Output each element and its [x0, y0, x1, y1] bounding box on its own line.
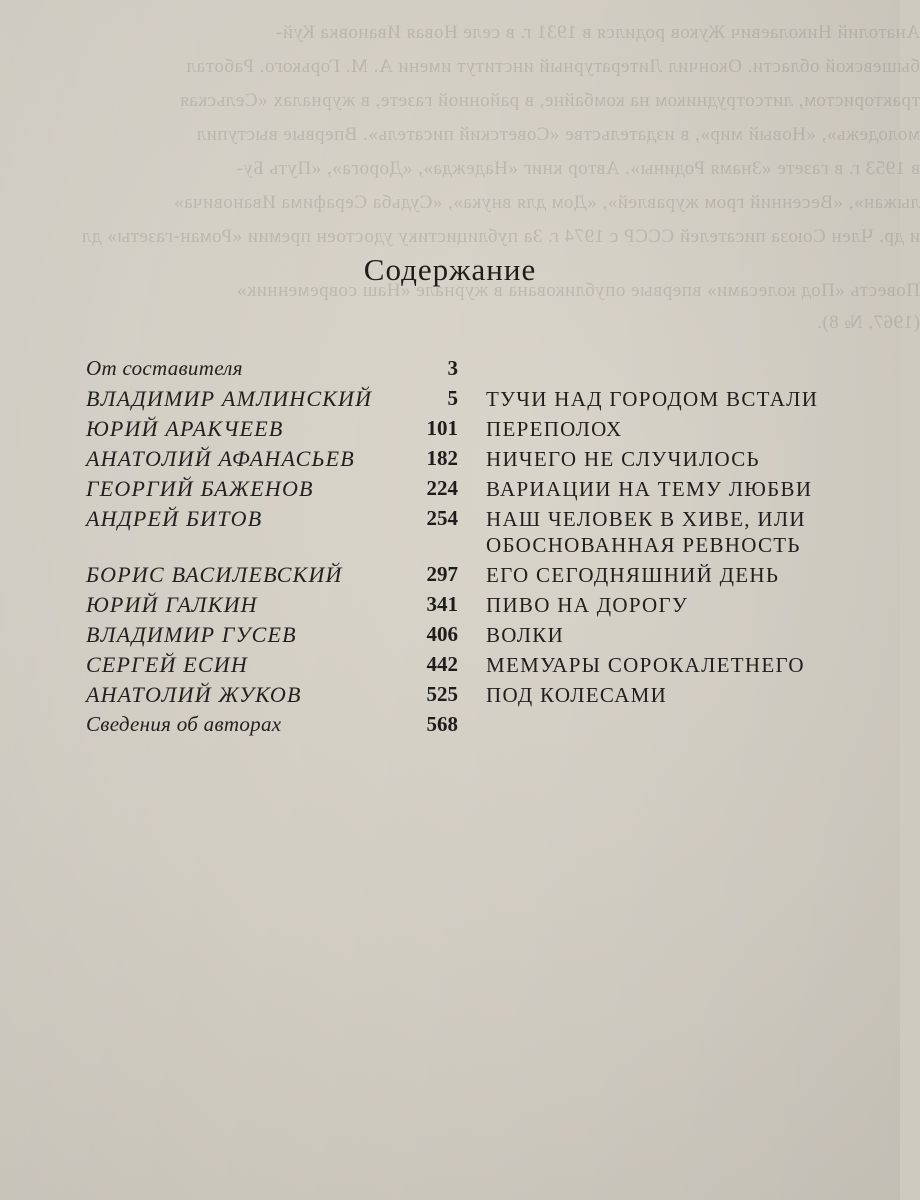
- bleed-line: и др. Член Союза писателей СССР с 1974 г. За публицистику удостоен премии «Роман-газеты» дл: [81, 226, 920, 247]
- toc-row: [86, 506, 876, 562]
- bleed-line: (1967, № 8).: [816, 312, 920, 333]
- toc-author: АНАТОЛИЙ АФАНАСЬЕВ: [86, 446, 355, 471]
- toc-work-title: ВАРИАЦИИ НА ТЕМУ ЛЮБВИ: [486, 477, 813, 501]
- toc-row: [86, 622, 876, 652]
- toc-work-title: НИЧЕГО НЕ СЛУЧИЛОСЬ: [486, 447, 760, 471]
- toc-author: АНДРЕЙ БИТОВ: [86, 506, 263, 531]
- toc-page-number: 3: [447, 356, 458, 380]
- toc-page-number: 224: [426, 476, 458, 500]
- toc-work-title: НАШ ЧЕЛОВЕК В ХИВЕ, ИЛИ ОБОСНОВАННАЯ РЕВНОСТЬ: [486, 507, 806, 557]
- bleed-line: лыжан», «Весенний гром журавлей», «Дом для внука», «Судьба Серафима Ивановича»: [173, 192, 920, 213]
- page-title: Содержание: [363, 252, 537, 287]
- toc-author: СЕРГЕЙ ЕСИН: [86, 652, 248, 677]
- toc-author: ВЛАДИМИР АМЛИНСКИЙ: [86, 386, 373, 411]
- bleed-line: трактористом, литсотрудником на комбайне, в районной газете, в журналах «Сельская: [179, 90, 920, 111]
- toc-author: ВЛАДИМИР ГУСЕВ: [86, 622, 297, 647]
- toc-work-title: МЕМУАРЫ СОРОКАЛЕТНЕГО: [486, 653, 805, 677]
- toc-page-number: 182: [426, 446, 458, 470]
- toc-author: ЮРИЙ АРАКЧЕЕВ: [86, 416, 284, 441]
- toc-work-title: ПЕРЕПОЛОХ: [486, 417, 623, 441]
- toc-author: АНАТОЛИЙ ЖУКОВ: [86, 682, 302, 707]
- toc-row: [86, 476, 876, 506]
- bleed-line: бышевской области. Окончил Литературный институт имени А. М. Горького. Работал: [185, 56, 920, 77]
- toc-row: [86, 562, 876, 592]
- toc-row: [86, 386, 876, 416]
- toc-work-title: ТУЧИ НАД ГОРОДОМ ВСТАЛИ: [486, 387, 819, 411]
- toc-page-number: 254: [426, 506, 458, 530]
- toc-page-number: 525: [426, 682, 458, 706]
- bleed-line: в 1953 г. в газете «Знамя Родины». Автор книг «Надежда», «Дорога», «Путь Бу-: [236, 158, 920, 179]
- toc-row: [86, 356, 876, 386]
- toc-row: [86, 416, 876, 446]
- toc-page-number: 101: [426, 416, 458, 440]
- bleed-line: Анатолий Николаевич Жуков родился в 1931 г. в селе Новая Ивановка Куй-: [275, 22, 920, 43]
- toc-author: БОРИС ВАСИЛЕВСКИЙ: [86, 562, 343, 587]
- toc-work-title: ВОЛКИ: [486, 623, 565, 647]
- toc-page-number: 568: [426, 712, 458, 736]
- toc-page-number: 341: [426, 592, 458, 616]
- toc-author: Сведения об авторах: [86, 712, 282, 736]
- bleed-line: молодежь», «Новый мир», в издательстве «Советский писатель». Впервые выступил: [196, 124, 920, 145]
- toc-page-number: 297: [426, 562, 458, 586]
- toc-work-title: ПОД КОЛЕСАМИ: [486, 683, 668, 707]
- toc-author: От составителя: [86, 356, 243, 380]
- toc-page-number: 5: [447, 386, 458, 410]
- toc-row: [86, 446, 876, 476]
- toc-work-title: ЕГО СЕГОДНЯШНИЙ ДЕНЬ: [486, 563, 780, 587]
- toc-row: [86, 712, 876, 742]
- toc-author: ЮРИЙ ГАЛКИН: [86, 592, 258, 617]
- toc-row: [86, 682, 876, 712]
- toc-row: [86, 652, 876, 682]
- toc-work-title: ПИВО НА ДОРОГУ: [486, 593, 689, 617]
- toc-page-number: 406: [426, 622, 458, 646]
- toc-page-number: 442: [426, 652, 458, 676]
- toc-author: ГЕОРГИЙ БАЖЕНОВ: [86, 476, 314, 501]
- toc-row: [86, 592, 876, 622]
- bleed-line: Повесть «Под колесами» впервые опубликована в журнале «Наш современник»: [236, 280, 920, 301]
